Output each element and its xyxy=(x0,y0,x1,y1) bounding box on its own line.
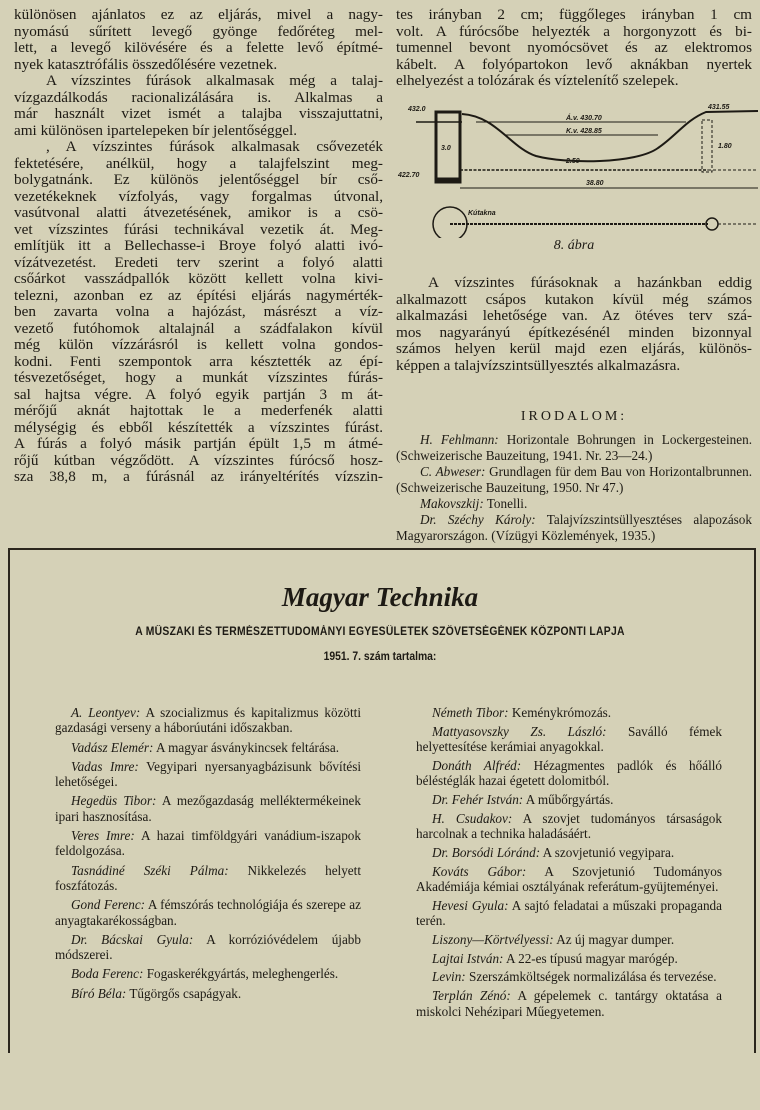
entry-author: H. Csudakov: xyxy=(432,810,513,826)
reference-text: Talajvízszintsüllyesztéses alapozások Magyarországon. (Vízügyi Közlemények, 1935.) xyxy=(396,512,752,543)
entry-title: Tűgörgős csapágyak. xyxy=(126,985,242,1001)
entry-title: Keménykrómozás. xyxy=(508,705,612,720)
reference-item xyxy=(396,512,752,544)
text-line: nyek katasztrófális összedőlésére vezetnek. xyxy=(14,56,278,73)
contents-entry xyxy=(416,792,722,807)
entry-author: Dr. Fehér István: xyxy=(432,791,524,807)
text-line: telezni, azonban ez az építési eljárás nagymérték- xyxy=(14,287,383,304)
entry-author: Vadász Elemér: xyxy=(71,739,154,755)
entry-author: Donáth Alfréd: xyxy=(432,757,522,773)
entry-title: A mezőgazdaság melléktermékeinek ipari hasznosítása. xyxy=(55,793,361,824)
label-length: 38.80 xyxy=(586,180,604,187)
entry-title: A szovjet tudományos társaságok harcolnak a technika haladásáért. xyxy=(416,810,722,842)
entry-title: Fogaskerékgyártás, meleghengerlés. xyxy=(143,966,339,982)
contents-entry xyxy=(416,951,722,966)
journal-subtitle: A MŰSZAKI ÉS TERMÉSZETTUDOMÁNYI EGYESÜLETEK SZÖVETSÉGÉNEK KÖZPONTI LAPJA xyxy=(135,626,625,638)
entry-title: Nikkelezés helyett foszfátozás. xyxy=(55,862,361,893)
contents-entry xyxy=(416,969,722,984)
contents-entry xyxy=(416,758,722,789)
contents-entry xyxy=(416,705,722,720)
text-line: mélységig és ebből készítették a vízszintes fúrást. xyxy=(14,419,383,436)
entry-title: A hazai timföldgyári vanádium-iszapok feldolgozása. xyxy=(55,828,361,859)
text-line: már használt vizet ismét a talajba visszajuttatni, xyxy=(14,106,383,122)
entry-title: Szerszámköltségek normalizálása és tervezése. xyxy=(465,969,717,985)
contents-entry xyxy=(416,864,722,895)
contents-entry xyxy=(55,966,361,981)
figure-caption: 8. ábra xyxy=(553,238,595,253)
text-line: sal hajtsa végre. A folyó egyik partján 3 m át- xyxy=(14,386,383,403)
text-line: elhelyezést a tolózárak és víztelenítő szelepek. xyxy=(396,73,679,89)
text-line: fektetésére, anélkül, hogy a talajfelszint meg- xyxy=(14,155,383,172)
contents-entry xyxy=(55,897,361,928)
entry-title: Az új magyar dumper. xyxy=(553,931,675,947)
text-line: számos helyen kerül majd ezen eljárás, különös- xyxy=(396,341,752,357)
text-line: még külön vízzárásról is kellett volna gondos- xyxy=(14,337,383,353)
figure-8-cross-section xyxy=(396,98,760,238)
text-line: vezetékeknek vízfolyás, vagy forgalmas útvonal, xyxy=(14,188,383,205)
text-line: képpen a talajvízszintsüllyesztés alkalmazásra. xyxy=(396,357,681,374)
label-right-depth: 1.80 xyxy=(718,143,732,150)
plan-shaft-left xyxy=(433,207,467,238)
label-low-water: K.v. 428.85 xyxy=(566,128,602,135)
text-line: kodni. Fenti szempontok arra késztették az épí- xyxy=(14,353,383,370)
reference-item xyxy=(396,464,752,496)
entry-author: Gond Ferenc: xyxy=(71,897,146,913)
contents-entry xyxy=(416,932,722,947)
text-line: alkalmazási lehetősége van. Az ötéves terv szá- xyxy=(396,308,752,324)
contents-entry xyxy=(416,898,722,929)
text-line: A fúrás a folyó másik partján épült 1,5 m átmé- xyxy=(14,436,383,452)
label-plan: Kútakna xyxy=(468,210,496,217)
label-left-top-level: 432.0 xyxy=(408,106,426,113)
reference-text: Tonelli. xyxy=(483,496,528,511)
label-high-water: Á.v. 430.70 xyxy=(566,115,602,122)
text-line: vasútvonal alatti átvezetésének, amikor is a csö- xyxy=(14,205,383,221)
text-line: bolygatnánk. Ez különös jelentőséggel bír cső- xyxy=(14,172,383,188)
entry-title: A 22-es típusú magyar marógép. xyxy=(503,950,678,966)
contents-entry xyxy=(55,705,361,736)
entry-title: A műbőrgyártás. xyxy=(523,791,614,807)
entry-title: A sajtó feladatai a műszaki propaganda terén. xyxy=(416,897,723,929)
contents-entry xyxy=(55,740,361,755)
entry-title: A korrózióvédelem újabb módszerei. xyxy=(55,931,361,963)
contents-entry xyxy=(55,863,361,894)
entry-author: Dr. Borsódi Lóránd: xyxy=(432,844,541,860)
right-shaft xyxy=(702,120,712,172)
reference-author: C. Abweser: xyxy=(420,464,486,479)
entry-author: Bíró Béla: xyxy=(71,985,127,1001)
entry-author: Hegedüs Tibor: xyxy=(71,793,157,809)
entry-title: A Szovjetunió Tudományos Akadémiája kémiai osztályának referátum-gyüjteményei. xyxy=(416,863,722,894)
entry-title: A magyar ásványkincsek feltárása. xyxy=(153,739,340,755)
entry-author: Lajtai István: xyxy=(432,950,504,966)
reference-text: Grundlagen für dem Bau von Horizontalbrunnen. (Schweizerische Bauzeitung, 1950. Nr 47.) xyxy=(396,464,752,495)
entry-author: Veres Imre: xyxy=(71,828,135,844)
text-line: vízátvezetést. Eredeti terv szerint a folyó alatti xyxy=(14,254,383,271)
entry-title: Saválló fémek helyettesítése kerámiai anyagokkal. xyxy=(416,723,722,755)
right-column-paragraph xyxy=(396,275,752,374)
entry-author: Boda Ferenc: xyxy=(71,966,144,982)
text-line: tumennel bevont nyomócsövet és az elektromos xyxy=(396,40,752,56)
entry-author: Hevesi Gyula: xyxy=(432,897,509,913)
text-line: lett, a levegő kilövésére és a felette levő építmé- xyxy=(14,40,383,56)
entry-title: Vegyipari nyersanyagbázisunk bővítési lehetőségei. xyxy=(55,758,362,790)
text-line: volt. A fúrócsőbe helyezték a horgonyzott és bi- xyxy=(396,23,752,40)
text-line: ami különösen ipartelepeken bír jelentőséggel. xyxy=(14,122,297,139)
text-line: kábelt. A folyópartokon levő aknákban nyertek xyxy=(396,56,752,73)
entry-author: Kováts Gábor: xyxy=(432,863,527,879)
contents-left-column xyxy=(55,705,361,1005)
reference-item xyxy=(396,496,752,512)
text-line: vezető futóhomok altalajnál a szádfalakon kívül xyxy=(14,320,383,337)
reference-author: Dr. Széchy Károly: xyxy=(420,512,536,527)
entry-author: Mattyasovszky Zs. László: xyxy=(432,723,607,739)
text-line: rőjű kútban végződött. A vízszintes fúrócső hosz- xyxy=(14,452,383,469)
label-cover-depth: 2.50 xyxy=(566,158,580,165)
contents-entry xyxy=(55,759,361,790)
label-left-bottom-level: 422.70 xyxy=(398,172,420,179)
entry-title: Hézagmentes padlók és hőálló béléstéglák hazai égetett dolomitból. xyxy=(416,757,722,789)
contents-entry xyxy=(55,986,361,1001)
contents-right-column xyxy=(416,705,722,1022)
text-line: mérőjű aknát hajtottak le a mederfenék alatti xyxy=(14,403,383,419)
reference-text: Horizontale Bohrungen in Lockergesteinen. (Schweizerische Bauzeitung, 1941. Nr. 23—24.) xyxy=(396,432,752,463)
text-line: nyomású sűrített levegő gyönge fedőréteg mel- xyxy=(14,23,383,40)
text-line: csőárkot vasszádpallók között kellett volna kivi- xyxy=(14,271,383,287)
text-line: alkalmazott csápos kutakon kívül még számos xyxy=(396,291,752,308)
text-line: A vízszintes fúrások alkalmasak még a talaj- xyxy=(46,73,383,89)
entry-author: Terplán Zénó: xyxy=(432,988,511,1004)
contents-entry xyxy=(55,828,361,859)
text-line: említjük itt a Bellechasse-i Broye folyó alatti ivó- xyxy=(14,238,383,254)
text-line: tésvezetőséget, hogy a munkát vízszintes fúrás- xyxy=(14,370,383,386)
contents-entry xyxy=(416,845,722,860)
reference-author: H. Fehlmann: xyxy=(420,432,499,447)
text-line: vet vízszintes fúrási technikával vezetik át. Meg- xyxy=(14,221,383,238)
entry-author: Tasnádiné Széki Pálma: xyxy=(71,862,229,878)
text-line: tes irányban 2 cm; függőleges irányban 1 cm xyxy=(396,7,752,23)
reference-author: Makovszkij: xyxy=(420,496,484,511)
contents-entry xyxy=(416,724,722,755)
text-line: mos nagyarányú építkezésénél minden bizonnyal xyxy=(396,324,752,341)
entry-title: A fémszórás technológiája és szerepe az anyagtakarékosságban. xyxy=(55,897,361,928)
text-line: , A vízszintes fúrások alkalmasak csővezeték xyxy=(46,139,383,155)
contents-entry xyxy=(416,811,722,842)
entry-author: Dr. Bácskai Gyula: xyxy=(71,931,194,947)
entry-title: A szovjetunió vegyipara. xyxy=(540,844,675,860)
entry-author: Liszony—Körtvélyessi: xyxy=(432,931,554,947)
entry-author: A. Leontyev: xyxy=(71,705,141,720)
right-column-top-text xyxy=(396,7,752,90)
contents-entry xyxy=(55,793,361,824)
contents-entry xyxy=(416,988,722,1019)
text-line: vízgazdálkodás racionalizálására is. Alkalmas a xyxy=(14,89,383,106)
label-right-top-level: 431.55 xyxy=(708,104,730,111)
text-line: A vízszintes fúrásoknak a hazánkban eddig xyxy=(428,275,752,291)
literature-heading: IRODALOM: xyxy=(520,409,628,424)
entry-author: Vadas Imre: xyxy=(71,758,139,774)
issue-heading: 1951. 7. szám tartalma: xyxy=(323,651,437,663)
entry-author: Levin: xyxy=(432,969,466,985)
entry-title: A gépelemek c. tantárgy oktatása a miskolci Nehézipari Műegyetemen. xyxy=(416,988,722,1019)
contents-entry xyxy=(55,932,361,963)
entry-author: Németh Tibor: xyxy=(432,705,509,720)
text-line: sza 38,8 m, a fúrásnál az irányeltérítés vízszin- xyxy=(14,469,383,485)
journal-title: Magyar Technika xyxy=(281,582,479,612)
text-line: ben zavarta volna a hajózást, másrészt a víz- xyxy=(14,304,383,320)
entry-title: A szocializmus és kapitalizmus közötti gazdasági verseny a háborúutáni időszakban. xyxy=(55,705,362,736)
text-line: különösen ajánlatos ez az eljárás, mivel a nagy- xyxy=(14,7,383,23)
left-column-text xyxy=(14,7,383,486)
reference-item xyxy=(396,432,752,464)
literature-list xyxy=(396,432,752,544)
river-bed xyxy=(462,111,758,161)
label-shaft-depth: 3.0 xyxy=(441,145,451,152)
